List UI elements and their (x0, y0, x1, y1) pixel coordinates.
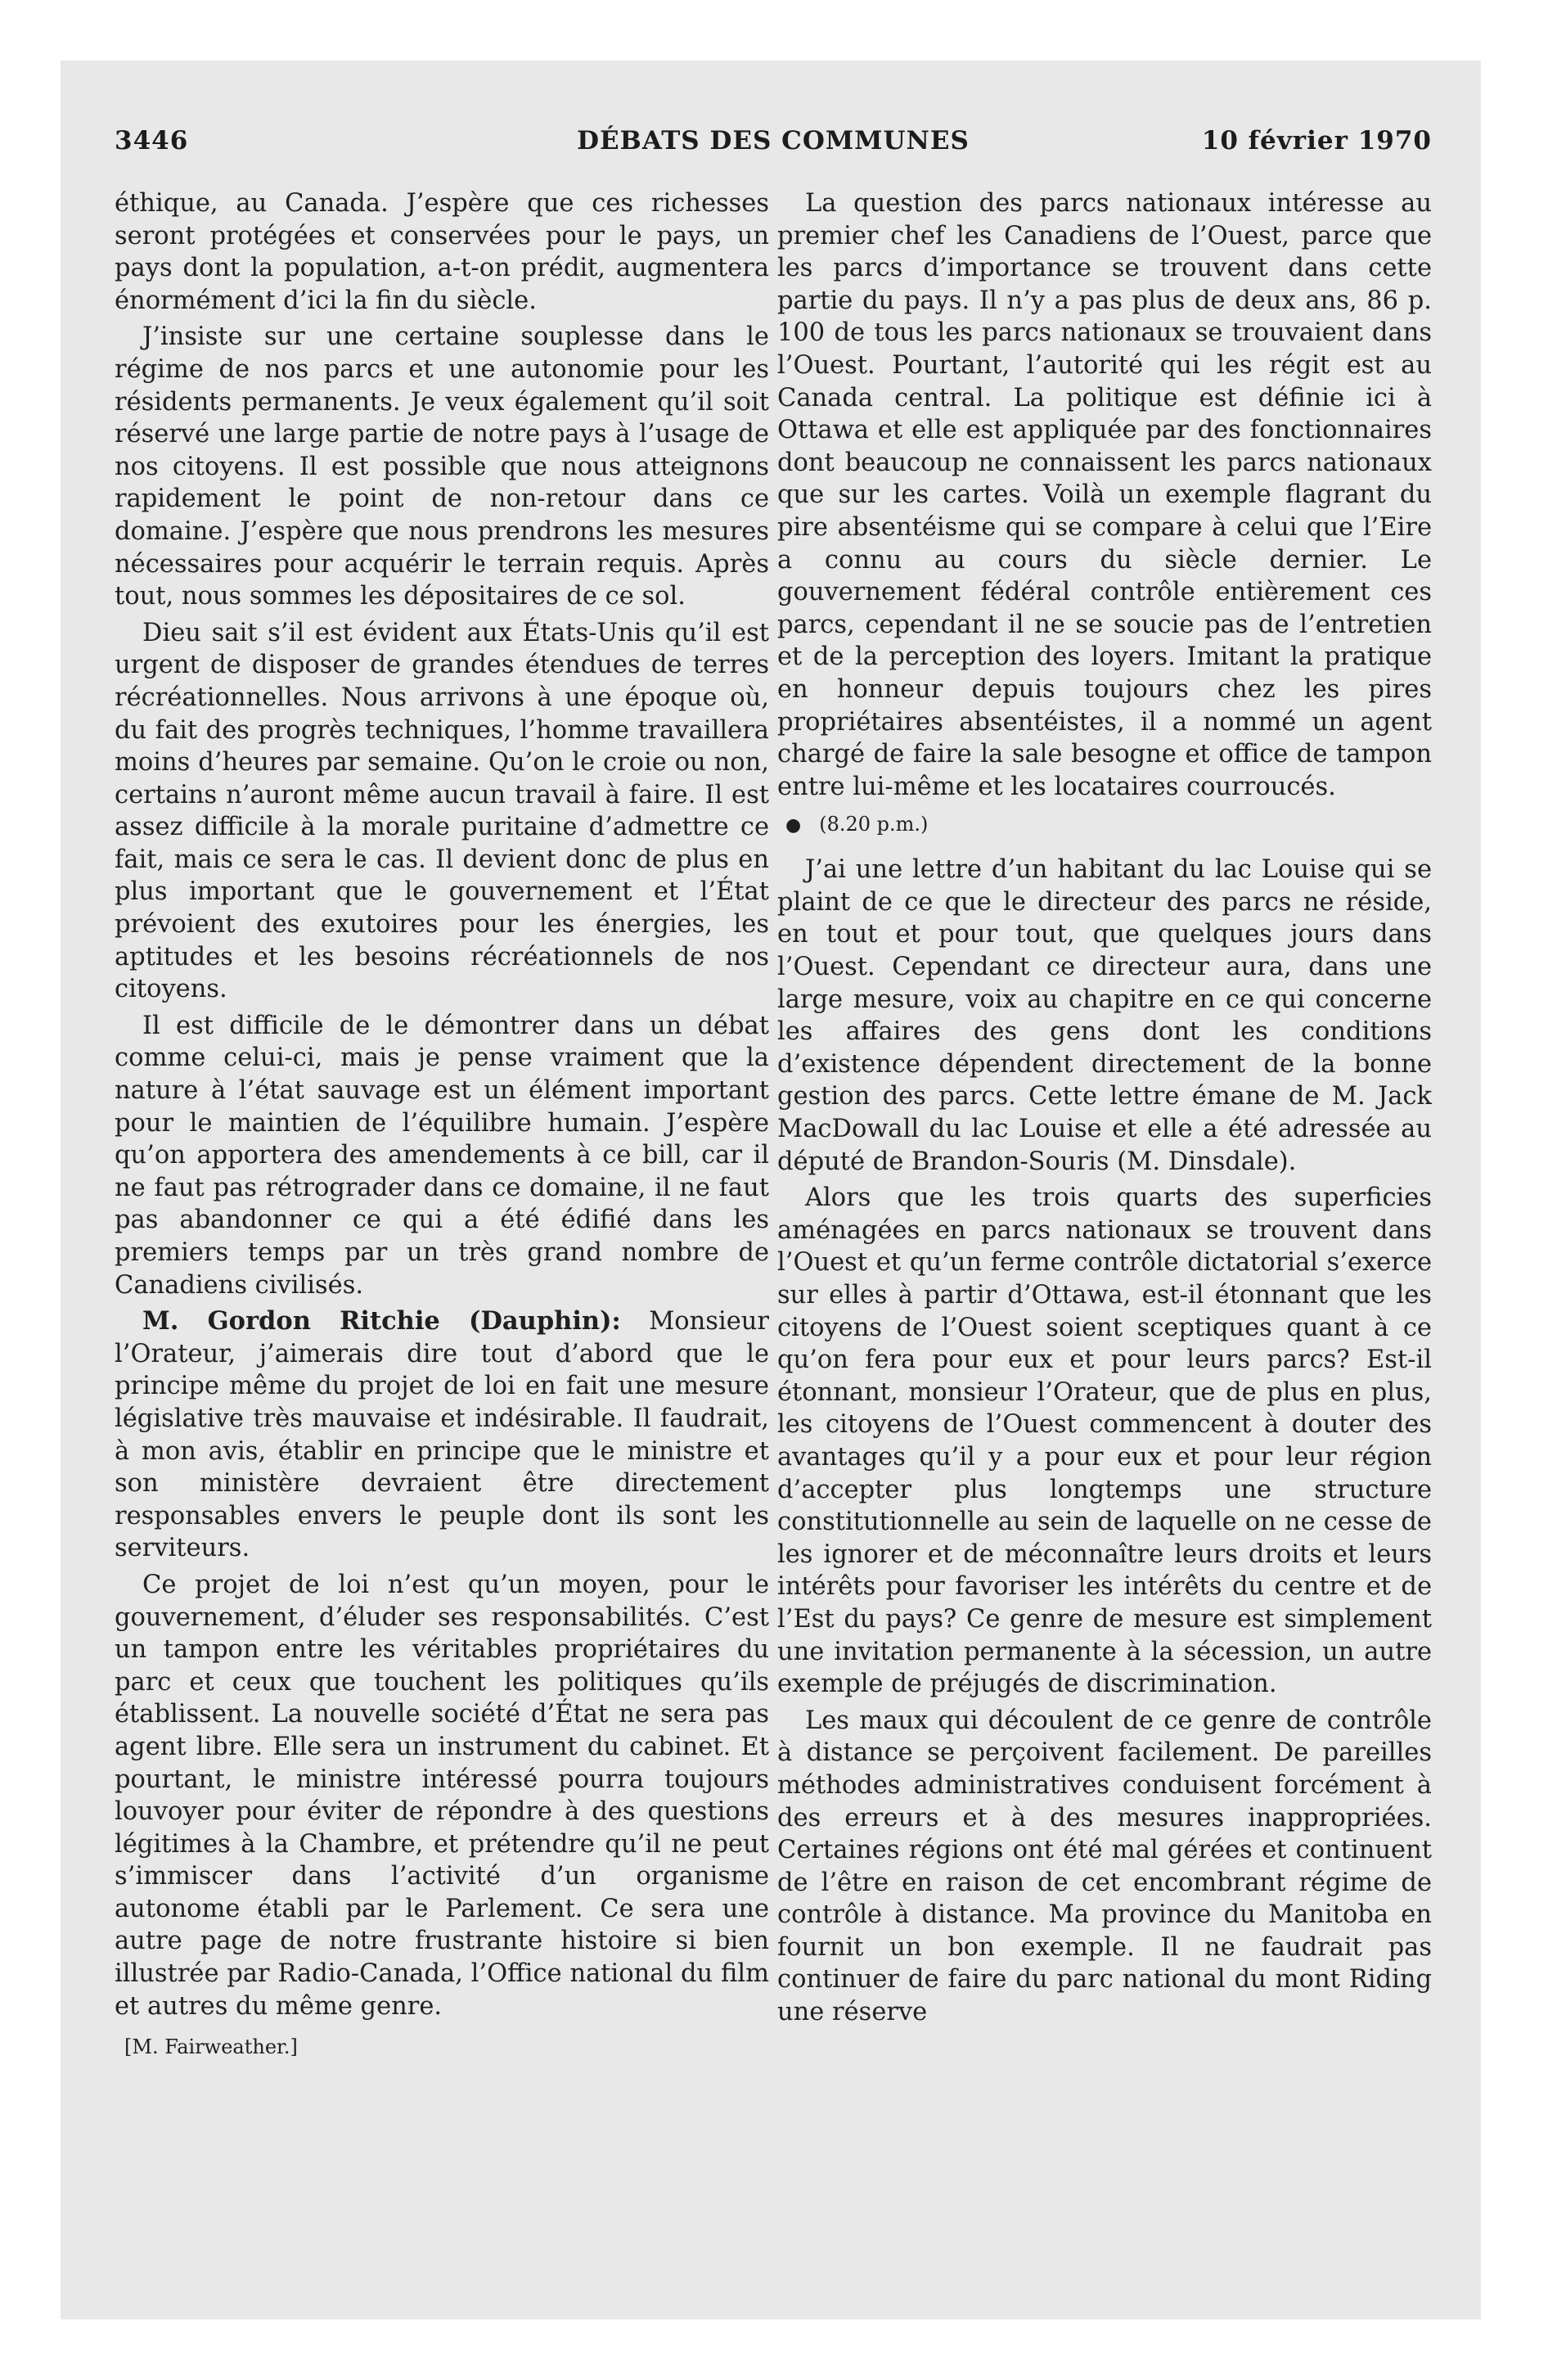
bullet-icon: ● (785, 815, 802, 836)
page-scan (61, 61, 1481, 2319)
paragraph: Les maux qui découlent de ce genre de contrôle à distance se perçoivent facilement. De pareilles méthodes administratives conduisent forcément à des erreurs et à des mesures inappropriées. Certaines régions ont été mal gérées et continuent de l’être en raison de cet encombrant régime de contrôle à distance. Ma province du Manitoba en fournit un bon exemple. Il ne faudrait pas continuer de faire du parc national du mont Riding une réserve (777, 1706, 1432, 2027)
time-note (777, 808, 1432, 842)
paragraph: La question des parcs nationaux intéresse au premier chef les Canadiens de l’Ouest, parce que les parcs d’importance se trouvent dans cette partie du pays. Il n’y a pas plus de deux ans, 86 p. 100 de tous les parcs nationaux se trouvaient dans l’Ouest. Pourtant, l’autorité qui les régit est au Canada central. La politique est définie ici à Ottawa et elle est appliquée par des fonctionnaires dont beaucoup ne connaissent les parcs nationaux que sur les cartes. Voilà un exemple flagrant du pire absentéisme qui se compare à celui que l’Eire a connu au cours du siècle dernier. Le gouvernement fédéral contrôle entièrement ces parcs, cependant il ne se soucie pas de l’entretien et de la perception des loyers. Imitant la pratique en honneur depuis toujours chez les pires propriétaires absentéistes, il a nommé un agent chargé de faire la sale besogne et office de tampon entre lui-même et les locataires courroucés. (777, 189, 1432, 801)
speaker-name: M. Gordon Ritchie (Dauphin): (142, 1306, 621, 1336)
right-column (777, 187, 1432, 2033)
paragraph: Alors que les trois quarts des superficies aménagées en parcs nationaux se trouvent dans l’Ouest et qu’un ferme contrôle dictatorial s’exerce sur elles à partir d’Ottawa, est-il étonnant que les citoyens de l’Ouest soient sceptiques quant à ce qu’on fera pour eux et pour leurs parcs? Est-il étonnant, monsieur l’Orateur, que de plus en plus, les citoyens de l’Ouest commencent à douter des avantages qu’il y a pour eux et pour leur région d’accepter plus longtemps une structure constitutionnelle au sein de laquelle on ne cesse de les ignorer et de méconnaître leurs droits et leurs intérêts pour favoriser les intérêts du centre et de l’Est du pays? Ce genre de mesure est simplement une invitation permanente à la sécession, un autre exemple de préjugés de discrimination. (777, 1183, 1432, 1699)
paragraph: Ce projet de loi n’est qu’un moyen, pour le gouvernement, d’éluder ses responsabilités. C’est un tampon entre les véritables propriétaires du parc et ceux que touchent les politiques qu’ils établissent. La nouvelle société d’État ne sera pas agent libre. Elle sera un instrument du cabinet. Et pourtant, le ministre intéressé pourra toujours louvoyer pour éviter de répondre à des questions légitimes à la Chambre, et prétendre qu’il ne peut s’immiscer dans l’activité d’un organisme autonome établi par le Parlement. Ce sera une autre page de notre frustrante histoire si bien illustrée par Radio-Canada, l’Office national du film et autres du même genre. (115, 1570, 769, 2021)
paragraph: J’ai une lettre d’un habitant du lac Louise qui se plaint de ce que le directeur des parcs ne réside, en tout et pour tout, que quelques jours dans l’Ouest. Cependant ce directeur aura, dans une large mesure, voix au chapitre en ce qui concerne les affaires des gens dont les conditions d’existence dépendent directement de la bonne gestion des parcs. Cette lettre émane de M. Jack MacDowall du lac Louise et elle a été adressée au député de Brandon-Souris (M. Dinsdale). (777, 855, 1432, 1176)
paragraph: éthique, au Canada. J’espère que ces richesses seront protégées et conservées pour le pays, un pays dont la population, a-t-on prédit, augmentera énormément d’ici la fin du siècle. (115, 189, 769, 315)
page-header (115, 126, 1432, 167)
time-note-text: (8.20 p.m.) (819, 813, 929, 836)
issue-date: 10 février 1970 (1201, 126, 1432, 156)
paragraph: J’insiste sur une certaine souplesse dans le régime de nos parcs et une autonomie pour les résidents permanents. Je veux également qu’il soit réservé une large partie de notre pays à l’usage de nos citoyens. Il est possible que nous atteignons rapidement le point de non-retour dans ce domaine. J’espère que nous prendrons les mesures nécessaires pour acquérir le terrain requis. Après tout, nous sommes les dépositaires de ce sol. (115, 322, 769, 611)
page-number: 3446 (115, 126, 189, 156)
speaker-paragraph (115, 1305, 769, 1565)
speaker-text: Monsieur l’Orateur, j’aimerais dire tout d’abord que le principe même du projet de loi en fait une mesure législative très mauvaise et indésirable. Il faudrait, à mon avis, établir en principe que le ministre et son ministère devraient être directement responsables envers le peuple dont ils sont les serviteurs. (115, 1307, 769, 1563)
paragraph: Il est difficile de le démontrer dans un débat comme celui-ci, mais je pense vraiment que la nature à l’état sauvage est un élément important pour le maintien de l’équilibre humain. J’espère qu’on apportera des amendements à ce bill, car il ne faut pas rétrograder dans ce domaine, il ne faut pas abandonner ce qui a été édifié dans les premiers temps par un très grand nombre de Canadiens civilisés. (115, 1011, 769, 1300)
paragraph: Dieu sait s’il est évident aux États-Unis qu’il est urgent de disposer de grandes étendues de terres récréationnelles. Nous arrivons à une époque où, du fait des progrès techniques, l’homme travaillera moins d’heures par semaine. Qu’on le croie ou non, certains n’auront même aucun travail à faire. Il est assez difficile à la morale puritaine d’admettre ce fait, mais ce sera le cas. Il devient donc de plus en plus important que le gouvernement et l’État prévoient des exutoires pour les énergies, les aptitudes et les besoins récréationnels de nos citoyens. (115, 618, 769, 1004)
left-column (115, 187, 769, 2075)
publication-title: DÉBATS DES COMMUNES (577, 126, 970, 156)
continuation-note: [M. Fairweather.] (124, 2035, 298, 2059)
